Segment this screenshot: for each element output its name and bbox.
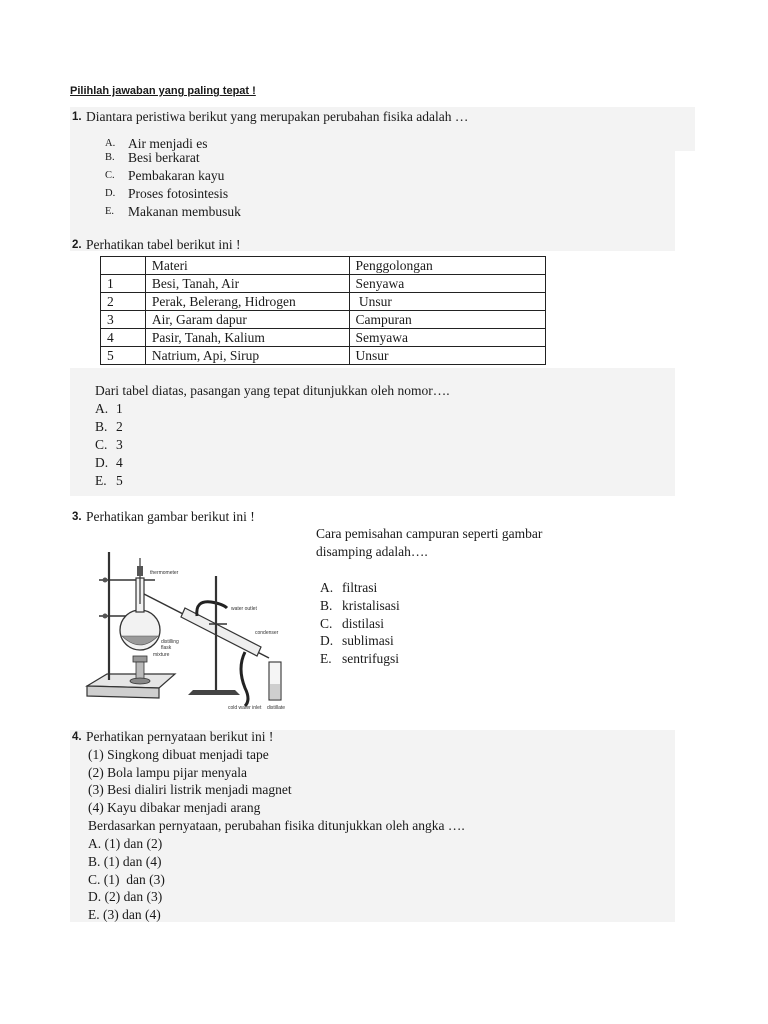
label-cold-water-inlet: cold water inlet bbox=[228, 705, 262, 711]
q3-text: Perhatikan gambar berikut ini ! bbox=[86, 509, 255, 524]
q1-text: Diantara peristiwa berikut yang merupakan perubahan fisika adalah … bbox=[86, 109, 469, 124]
q4-prompt: Berdasarkan pernyataan, perubahan fisika ditunjukkan oleh angka …. bbox=[88, 818, 465, 833]
q1-option-letter: B. bbox=[105, 152, 115, 163]
distillation-apparatus-figure bbox=[85, 528, 300, 714]
clamp-screw-icon bbox=[103, 614, 108, 619]
q1-option-letter: E. bbox=[105, 206, 115, 217]
q4-number: 4. bbox=[72, 731, 82, 743]
table-cell: Unsur bbox=[349, 293, 545, 311]
q1-option-text: Pembakaran kayu bbox=[128, 168, 225, 183]
table-cell: Perak, Belerang, Hidrogen bbox=[145, 293, 349, 311]
q4-statement: (3) Besi dialiri listrik menjadi magnet bbox=[88, 782, 292, 797]
distillate-liquid bbox=[270, 684, 280, 699]
q3-option-text: filtrasi bbox=[342, 580, 378, 595]
q4-option: C. (1) dan (3) bbox=[88, 872, 165, 887]
q3-option-letter: A. bbox=[320, 580, 334, 595]
q1-number: 1. bbox=[72, 111, 82, 123]
table-cell: 4 bbox=[101, 329, 146, 347]
table-cell: 3 bbox=[101, 311, 146, 329]
cold-water-inlet-hose bbox=[241, 652, 248, 706]
q1-option-text: Air menjadi es bbox=[128, 136, 208, 151]
q2-option-text: 4 bbox=[116, 455, 123, 470]
label-water-outlet: water outlet bbox=[231, 606, 257, 612]
burner-top bbox=[133, 656, 147, 662]
q4-statement: (2) Bola lampu pijar menyala bbox=[88, 765, 247, 780]
label-thermometer: thermometer bbox=[150, 570, 179, 576]
table-cell: Semyawa bbox=[349, 329, 545, 347]
clamp-screw-icon bbox=[103, 578, 108, 583]
burner-base bbox=[130, 678, 150, 684]
q2-option-text: 3 bbox=[116, 437, 123, 452]
table-header-cell: Materi bbox=[145, 257, 349, 275]
table-cell: Pasir, Tanah, Kalium bbox=[145, 329, 349, 347]
table-cell: Unsur bbox=[349, 347, 545, 365]
q3-prompt-line2: disamping adalah…. bbox=[316, 544, 428, 559]
table-row bbox=[101, 275, 546, 293]
table-cell: Campuran bbox=[349, 311, 545, 329]
q2-option-letter: A. bbox=[95, 401, 109, 416]
table-header-cell bbox=[101, 257, 146, 275]
q3-option-letter: D. bbox=[320, 633, 334, 648]
table-cell: 2 bbox=[101, 293, 146, 311]
q2-option-text: 1 bbox=[116, 401, 123, 416]
label-distilling: distilling bbox=[161, 639, 179, 645]
q2-option-text: 5 bbox=[116, 473, 123, 488]
q4-statement: (4) Kayu dibakar menjadi arang bbox=[88, 800, 261, 815]
q3-option-text: sublimasi bbox=[342, 633, 394, 648]
condenser-jacket bbox=[181, 608, 261, 656]
q1-option-text: Besi berkarat bbox=[128, 150, 200, 165]
q3-option-text: kristalisasi bbox=[342, 598, 400, 613]
table-row bbox=[101, 311, 546, 329]
q1-option-letter: C. bbox=[105, 170, 115, 181]
q2-option-letter: E. bbox=[95, 473, 107, 488]
table-cell: Senyawa bbox=[349, 275, 545, 293]
q2-option-letter: C. bbox=[95, 437, 108, 452]
stand-base-front bbox=[87, 686, 159, 698]
water-outlet-hose bbox=[197, 602, 227, 616]
q1-option-letter: D. bbox=[105, 188, 116, 199]
q1-option-text: Proses fotosintesis bbox=[128, 186, 229, 201]
right-stand-base bbox=[188, 690, 240, 695]
q4-option: B. (1) dan (4) bbox=[88, 854, 162, 869]
table-row bbox=[101, 293, 546, 311]
table-cell: Air, Garam dapur bbox=[145, 311, 349, 329]
q3-number: 3. bbox=[72, 511, 82, 523]
label-mixture: mixture bbox=[153, 652, 170, 658]
q3-option-letter: E. bbox=[320, 651, 332, 666]
table-cell: Natrium, Api, Sirup bbox=[145, 347, 349, 365]
table-cell: 1 bbox=[101, 275, 146, 293]
q4-option: E. (3) dan (4) bbox=[88, 907, 161, 922]
thermometer-stopper bbox=[137, 566, 143, 576]
q2-text: Perhatikan tabel berikut ini ! bbox=[86, 237, 241, 252]
label-distillate: distillate bbox=[267, 705, 286, 711]
q3-option-text: distilasi bbox=[342, 616, 385, 631]
instruction-title: Pilihlah jawaban yang paling tepat ! bbox=[70, 85, 256, 97]
materials-table bbox=[100, 256, 546, 365]
table-header-row bbox=[101, 257, 546, 275]
table-row bbox=[101, 329, 546, 347]
table-cell: 5 bbox=[101, 347, 146, 365]
q1-option-letter: A. bbox=[105, 138, 116, 149]
q3-option-letter: C. bbox=[320, 616, 333, 631]
q4-option: A. (1) dan (2) bbox=[88, 836, 163, 851]
table-header-cell: Penggolongan bbox=[349, 257, 545, 275]
q1-option-text: Makanan membusuk bbox=[128, 204, 241, 219]
q2-prompt: Dari tabel diatas, pasangan yang tepat ditunjukkan oleh nomor…. bbox=[95, 383, 450, 398]
q4-text: Perhatikan pernyataan berikut ini ! bbox=[86, 729, 274, 744]
q4-statement: (1) Singkong dibuat menjadi tape bbox=[88, 747, 269, 762]
q3-option-letter: B. bbox=[320, 598, 333, 613]
q2-number: 2. bbox=[72, 239, 82, 251]
label-flask: flask bbox=[161, 645, 172, 651]
table-row bbox=[101, 347, 546, 365]
burner-tube bbox=[136, 662, 144, 680]
label-condenser: condenser bbox=[255, 630, 279, 636]
q3-option-text: sentrifugsi bbox=[342, 651, 399, 666]
q4-option: D. (2) dan (3) bbox=[88, 889, 163, 904]
q2-option-letter: D. bbox=[95, 455, 109, 470]
table-cell: Besi, Tanah, Air bbox=[145, 275, 349, 293]
q2-option-letter: B. bbox=[95, 419, 108, 434]
q2-option-text: 2 bbox=[116, 419, 123, 434]
q3-prompt-line1: Cara pemisahan campuran seperti gambar bbox=[316, 526, 543, 541]
